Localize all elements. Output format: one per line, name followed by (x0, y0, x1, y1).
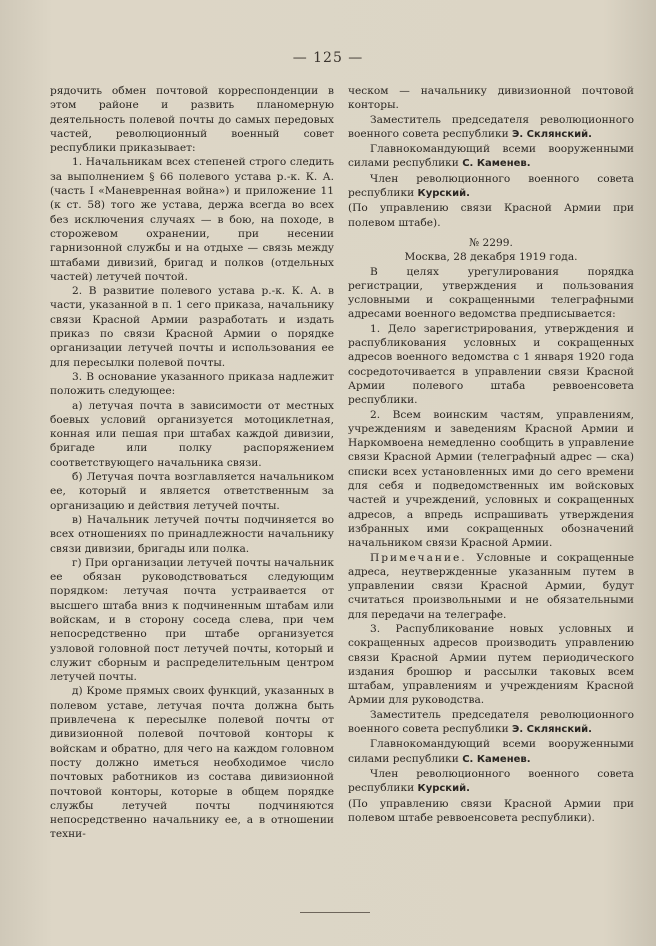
signature-name: Курский. (417, 783, 470, 795)
page-number: — 125 — (292, 50, 364, 66)
note-paragraph (348, 551, 634, 622)
note-label: Примечание. (370, 551, 467, 564)
signature-commander (348, 142, 634, 172)
paragraph: 3. Распубликование новых условных и сокращенных адресов производить управлению связи Красной Армии путем периодического издания брошюр и рассылки таковых всем штабам, управлениям и учреждениям Красной Армии для руководства. (348, 622, 634, 707)
paragraph: рядочить обмен почтовой корреспонденции в этом районе и развить планомерную деятельность полевой почты до самых передовых частей, революционный военный совет республики приказывает: (50, 85, 334, 155)
signature-name: С. Каменев. (462, 158, 531, 170)
paragraph: 3. В основание указанного приказа надлежит положить следующее: (50, 370, 334, 398)
paragraph: В целях урегулирования порядка регистрации, утверждения и пользования условными и сокращенными телеграфными адресами военного ведомства предписывается: (348, 265, 634, 321)
paragraph: 1. Дело зарегистрирования, утверждения и распубликования условных и сокращенных адресов военного ведомства с 1 января 1920 года сосредоточивается в управлении связи Красной Армии полевого штаба реввоенсовета республики. (348, 322, 634, 407)
left-column (50, 84, 334, 842)
signature-name: Курский. (417, 188, 470, 200)
paragraph: г) При организации летучей почты начальник ее обязан руководствоваться следующим порядком: летучая почта устраивается от высшего штаба вниз к подчиненным штабам или войскам, и в сторону соседа слева, при чем непосредственно при штабе организуется узловой головной пост летучей почты, который и служит сборным и распределительным центром летучей почты. (50, 556, 334, 684)
right-column (348, 84, 634, 825)
dateline: Москва, 28 декабря 1919 года. (404, 251, 578, 264)
signature-title: Член революционного военного совета республики (348, 767, 634, 795)
note-text: Условные и сокращенные адреса, неутвержденные указанным путем в управлении связи Красной (348, 551, 634, 593)
signature-member (348, 767, 634, 797)
signature-title: Член революционного военного совета республики (348, 172, 634, 200)
footer-rule (300, 912, 370, 913)
paragraph: в) Начальник летучей почты подчиняется во всех отношениях по принадлежности начальнику связи дивизии, бригады или полка. (50, 513, 334, 555)
signature-title: Заместитель председателя революционного военного совета республики (348, 113, 634, 140)
signature-note: (По управлению связи Красной Армии при полевом штабе реввоенсовета республики). (348, 797, 634, 824)
paragraph: 1. Начальникам всех степеней строго следить за выполнением § 66 полевого устава р.-к. К. А. (часть I «Маневренная война») и приложение 11 (к ст. 58) того же устава, держа всегда во всех без исключения случаях — в бою, на походе, в сторожевом охранении, при несении гарнизонной службы и на отдыхе — связь между штабами дивизий, бригад и полков (отдельных частей) летучей почтой. (50, 156, 334, 283)
signature-note: (По управлению связи Красной Армии при полевом штабе). (348, 202, 634, 229)
paragraph: б) Летучая почта возглавляется начальником ее, который и является ответственным за организацию и действия летучей почты. (50, 471, 334, 512)
signature-title: Заместитель председателя революционного военного совета республики (348, 708, 634, 736)
paragraph: д) Кроме прямых своих функций, указанных в полевом уставе, летучая почта должна быть привлечена к пересылке полевой почты от дивизионной полевой почтовой конторы к войскам и обратно, для чего на каждом головном посту должно иметься необходимое число почтовых работников из состава дивизионной почтовой конторы, которые в общем порядке службы летучей почты подчиняются непосредственно начальнику ее, а в отношении техни- (50, 685, 334, 841)
signature-name: Э. Склянский. (512, 724, 592, 736)
signature-member (348, 172, 634, 202)
signature-name: С. Каменев. (462, 753, 531, 765)
signature-commander (348, 737, 634, 767)
paragraph: 2. Всем воинским частям, управлениям, учреждениям и заведениям Красной Армии и Наркомвоена немедленно сообщить в управление связи Красной Армии (телеграфный адрес — ска) списки всех установленных ими до сего времени для себя и подведомственных им войсковых частей и учреждений, условных и сокращенных адресов, а впредь испрашивать утверждения избранных ими сокращенных обозначений начальником связи Красной Армии. (348, 408, 634, 550)
paragraph: 2. В развитие полевого устава р.-к. К. А. в части, указанной в п. 1 сего приказа, начальнику связи Красной Армии разработать и издать приказ по связи Красной Армии о порядке организации летучей почты и использования ее для пересылки полевой почты. (50, 285, 334, 369)
note-text-bold: Армии, будут считаться произвольными и не обязательными для передачи на телеграфе. (348, 580, 634, 621)
signature-name: Э. Склянский. (512, 128, 592, 140)
paragraph: ческом — начальнику дивизионной почтовой конторы. (348, 85, 634, 112)
signature-title: Главнокомандующий всеми вооруженными силами республики (348, 738, 634, 765)
signature-deputy (348, 113, 634, 143)
paragraph: а) летучая почта в зависимости от местных боевых условий организуется мотоциклетная, конная или пешая при штабах каждой дивизии, бригаде или полку распоряжением соответствующего начальника связи. (50, 399, 334, 469)
order-number: № 2299. (469, 236, 513, 249)
signature-deputy (348, 708, 634, 738)
signature-title: Главнокомандующий всеми вооруженными силами республики (348, 143, 634, 170)
